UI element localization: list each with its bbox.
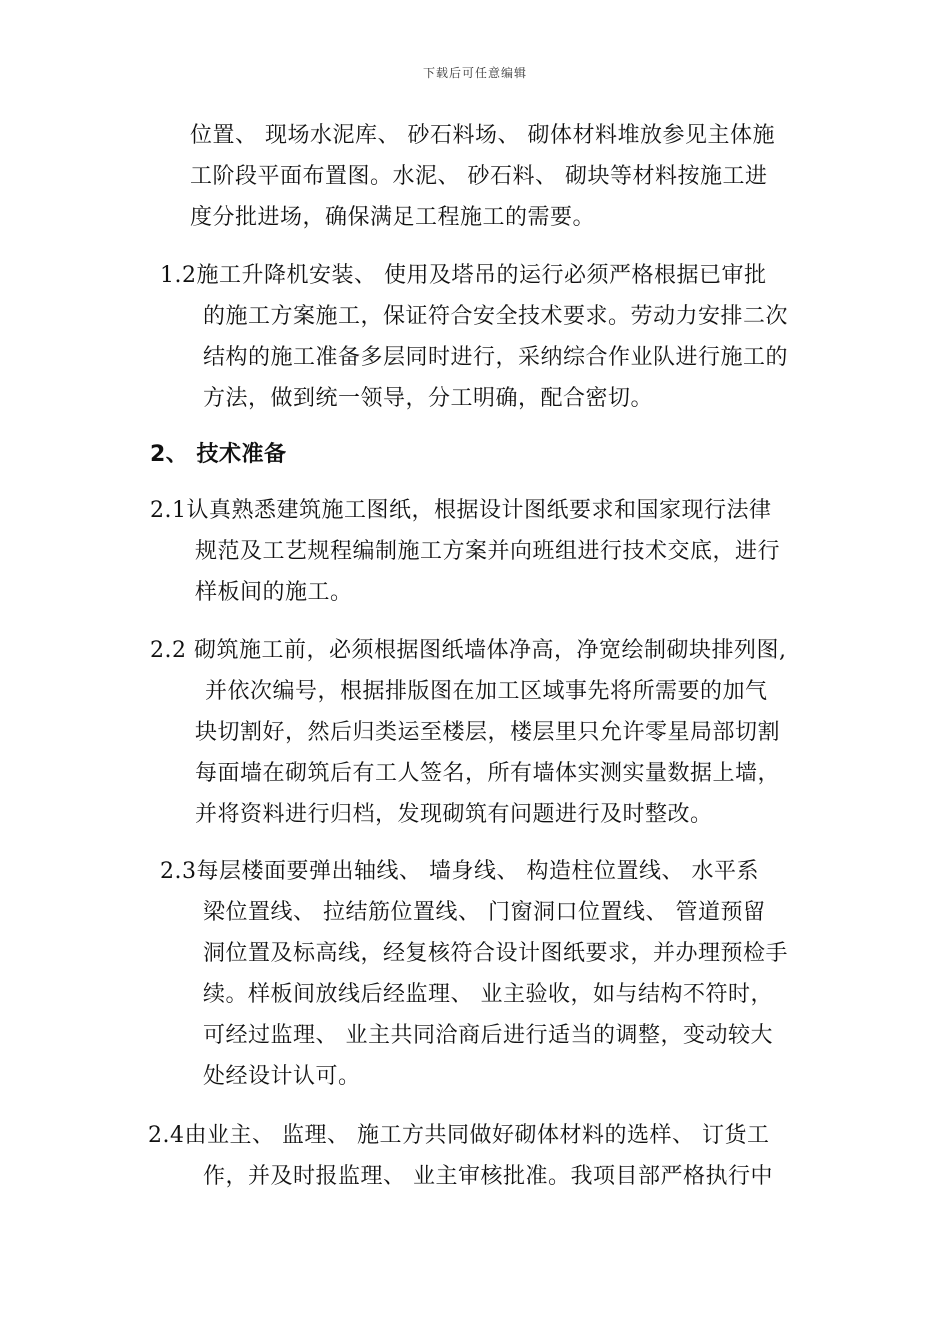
text-line: 度分批进场，确保满足工程施工的需要。 bbox=[190, 205, 596, 230]
text-line: 并将资料进行归档，发现砌筑有问题进行及时整改。 bbox=[195, 802, 713, 827]
text-line: 并依次编号，根据排版图在加工区域事先将所需要的加气 bbox=[205, 679, 768, 704]
text-line: 结构的施工准备多层同时进行，采纳综合作业队进行施工的 bbox=[203, 345, 789, 370]
page-header: 下载后可任意编辑 bbox=[422, 66, 527, 80]
text-line: 方法，做到统一领导，分工明确，配合密切。 bbox=[203, 386, 654, 411]
text-line: 续。样板间放线后经监理、 业主验收，如与结构不符时， bbox=[203, 982, 773, 1007]
text-line: 处经设计认可。 bbox=[203, 1064, 361, 1089]
text-line: 可经过监理、 业主共同洽商后进行适当的调整，变动较大 bbox=[203, 1023, 773, 1048]
text-line: 工阶段平面布置图。水泥、 砂石料、 砌块等材料按施工进 bbox=[190, 164, 768, 189]
text-line: 2.2 砌筑施工前，必须根据图纸墙体净高，净宽绘制砌块排列图, bbox=[150, 638, 787, 663]
text-line: 2.1认真熟悉建筑施工图纸，根据设计图纸要求和国家现行法律 bbox=[150, 498, 772, 523]
section-heading: 2、 技术准备 bbox=[150, 442, 287, 467]
text-line: 2.3每层楼面要弹出轴线、 墙身线、 构造柱位置线、 水平系 bbox=[160, 859, 759, 884]
text-line: 2.4由业主、 监理、 施工方共同做好砌体材料的选样、 订货工 bbox=[148, 1123, 770, 1148]
text-line: 洞位置及标高线，经复核符合设计图纸要求，并办理预检手 bbox=[203, 941, 789, 966]
text-line: 规范及工艺规程编制施工方案并向班组进行技术交底，进行 bbox=[195, 539, 781, 564]
text-line: 的施工方案施工，保证符合安全技术要求。劳动力安排二次 bbox=[203, 304, 789, 329]
text-line: 块切割好，然后归类运至楼层，楼层里只允许零星局部切割 bbox=[195, 720, 781, 745]
text-line: 位置、 现场水泥库、 砂石料场、 砌体材料堆放参见主体施 bbox=[190, 123, 775, 148]
text-line: 作，并及时报监理、 业主审核批准。我项目部严格执行中 bbox=[203, 1164, 773, 1189]
text-line: 1.2施工升降机安装、 使用及塔吊的运行必须严格根据已审批 bbox=[160, 263, 767, 288]
text-line: 样板间的施工。 bbox=[195, 580, 353, 605]
text-line: 每面墙在砌筑后有工人签名，所有墙体实测实量数据上墙， bbox=[195, 761, 781, 786]
text-line: 梁位置线、 拉结筋位置线、 门窗洞口位置线、 管道预留 bbox=[203, 900, 766, 925]
